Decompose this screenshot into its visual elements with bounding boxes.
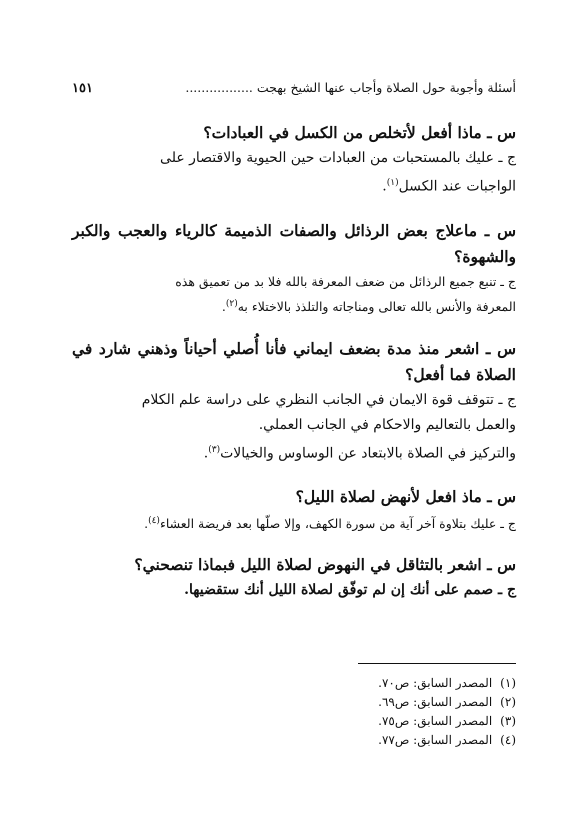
qa-block-4 [72, 484, 516, 535]
answer-line: ج ـ عليك بالمستحبات من العبادات حين الحيوية والاقتصار على [160, 150, 516, 166]
answer-line: والعمل بالتعاليم والاحكام في الجانب العملي. [258, 416, 516, 433]
footnotes [72, 663, 516, 750]
question: س ـ اشعر منذ مدة بضعف ايماني فأنا أُصلي أحياناً وذهني شارد في الصلاة فما أفعل؟ [72, 338, 516, 384]
footnote-number: (٤) [500, 733, 516, 747]
answer-line: الواجبات عند الكسل$^{(١)}$. [382, 178, 516, 195]
footnote-item [72, 674, 516, 693]
qa-block-1 [72, 120, 516, 200]
answer-line: ج ـ تنبع جميع الرذائل من ضعف المعرفة بالله فلا بد من تعميق هذه [175, 273, 516, 289]
question: س ـ ماذ افعل لأنهض لصلاة الليل؟ [295, 487, 516, 507]
answer-line-text: الواجبات عند الكسل [398, 178, 516, 195]
answer-line: ج ـ عليك بتلاوة آخر آية من سورة الكهف، وإلا صلّها بعد فريضة العشاء$^{(٤)}$. [144, 516, 516, 532]
footnote-ref: (٣) [208, 444, 221, 455]
footnote-text: المصدر السابق: ص٧٧. [378, 733, 493, 747]
footnote-ref: (٢) [225, 298, 238, 309]
answer [72, 146, 516, 200]
footnote-ref: (٤) [148, 516, 160, 527]
page-number: ١٥١ [72, 81, 93, 96]
qa-block-2 [72, 218, 516, 318]
question: س ـ ماذا أفعل لأتخلص من الكسل في العبادات؟ [203, 123, 516, 142]
footnote-number: (١) [500, 676, 516, 690]
answer-line-text: المعرفة والأنس بالله تعالى ومناجاته والتلذذ بالاختلاء به [237, 298, 516, 314]
answer [72, 510, 516, 535]
answer [72, 270, 516, 318]
answer-line: ج ـ صمم على أنك إن لم توفّق لصلاة الليل أنك ستقضيها. [184, 581, 516, 598]
running-header [72, 78, 516, 100]
footnote-text: المصدر السابق: ص٧٥. [378, 714, 493, 728]
header-title: أسئلة وأجوبة حول الصلاة وأجاب عنها الشيخ بهجت ................. [185, 80, 516, 95]
qa-block-5 [72, 552, 516, 603]
answer-line-text: ج ـ عليك بتلاوة آخر آية من سورة الكهف، وإلا صلّها بعد فريضة العشاء [159, 516, 516, 532]
answer-line: والتركيز في الصلاة بالابتعاد عن الوساوس والخيالات$^{(٣)}$. [203, 444, 516, 462]
answer [72, 578, 516, 603]
footnote-text: المصدر السابق: ص٦٩. [378, 695, 493, 709]
answer [72, 388, 516, 467]
question: س ـ ماعلاج بعض الرذائل والصفات الذميمة كالرياء والعجب والكبر والشهوة؟ [72, 220, 516, 266]
footnote-number: (٢) [500, 695, 516, 709]
question: س ـ اشعر بالتثاقل في النهوض لصلاة الليل فبماذا تنصحني؟ [134, 554, 516, 574]
footnote-item [72, 731, 516, 750]
qa-block-3 [72, 336, 516, 467]
answer-line: المعرفة والأنس بالله تعالى ومناجاته والتلذذ بالاختلاء به$^{(٢)}$. [221, 298, 516, 314]
footnote-number: (٣) [500, 714, 516, 728]
answer-line-text: والتركيز في الصلاة بالابتعاد عن الوساوس والخيالات [220, 445, 516, 462]
book-page [72, 78, 516, 798]
answer-line: ج ـ تتوقف قوة الايمان في الجانب النظري على دراسة علم الكلام [141, 391, 516, 408]
footnote-separator [358, 663, 516, 664]
footnote-item [72, 693, 516, 712]
footnote-item [72, 712, 516, 731]
footnote-text: المصدر السابق: ص٧٠. [378, 676, 493, 690]
footnote-ref: (١) [386, 178, 399, 188]
